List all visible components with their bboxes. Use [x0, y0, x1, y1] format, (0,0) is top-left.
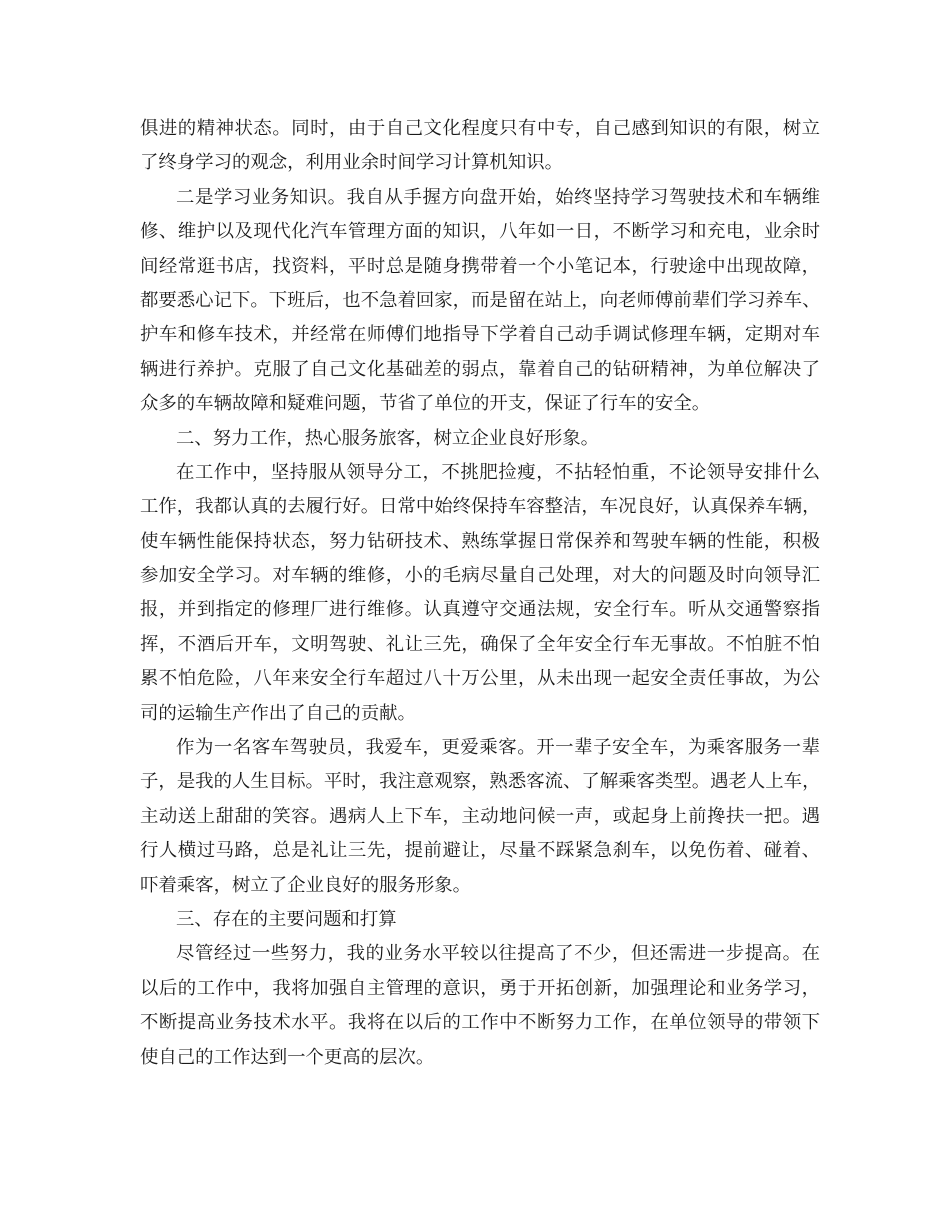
text-line: 工作，我都认真的去履行好。日常中始终保持车容整洁，车况良好，认真保养车辆， — [140, 496, 821, 518]
text-line: 不断提高业务技术水平。我将在以后的工作中不断努力工作，在单位领导的带领下 — [140, 1012, 820, 1034]
text-line: 以后的工作中，我将加强自主管理的意识，勇于开拓创新，加强理论和业务学习， — [140, 977, 820, 999]
text-line: 累不怕危险，八年来安全行车超过八十万公里，从未出现一起安全责任事故，为公 — [140, 668, 820, 690]
text-line: 间经常逛书店，找资料，平时总是随身携带着一个小笔记本，行驶途中出现故障， — [140, 255, 820, 277]
text-line: 护车和修车技术，并经常在师傅们地指导下学着自己动手调试修理车辆，定期对车 — [140, 324, 820, 346]
text-line: 三、存在的主要问题和打算 — [176, 908, 397, 930]
document-body — [140, 112, 820, 1075]
text-line: 辆进行养护。克服了自己文化基础差的弱点，靠着自己的钻研精神，为单位解决了 — [140, 358, 820, 380]
text-line: 行人横过马路，总是礼让三先，提前避让，尽量不踩紧急刹车，以免伤着、碰着、 — [140, 840, 820, 862]
text-line: 在工作中，坚持服从领导分工，不挑肥捡瘦，不拈轻怕重，不论领导安排什么 — [176, 461, 820, 483]
text-line: 俱进的精神状态。同时，由于自己文化程度只有中专，自己感到知识的有限，树立 — [140, 118, 820, 139]
text-line: 子，是我的人生目标。平时，我注意观察，熟悉客流、了解乘客类型。遇老人上车， — [140, 771, 821, 793]
text-line: 司的运输生产作出了自己的贡献。 — [140, 702, 416, 724]
text-line: 修、维护以及现代化汽车管理方面的知识，八年如一日，不断学习和充电，业余时 — [140, 221, 820, 243]
text-line: 使车辆性能保持状态，努力钻研技术、熟练掌握日常保养和驾驶车辆的性能，积极 — [140, 530, 820, 552]
text-line: 了终身学习的观念，利用业余时间学习计算机知识。 — [140, 152, 563, 174]
text-line: 众多的车辆故障和疑难问题，节省了单位的开支，保证了行车的安全。 — [140, 393, 711, 415]
text-line: 尽管经过一些努力，我的业务水平较以往提高了不少，但还需进一步提高。在 — [176, 943, 820, 965]
text-line: 使自己的工作达到一个更高的层次。 — [140, 1046, 435, 1068]
text-line: 吓着乘客，树立了企业良好的服务形象。 — [140, 874, 472, 896]
text-line: 作为一名客车驾驶员，我爱车，更爱乘客。开一辈子安全车，为乘客服务一辈 — [176, 737, 820, 759]
text-line: 都要悉心记下。下班后，也不急着回家，而是留在站上，向老师傅前辈们学习养车、 — [140, 289, 821, 311]
text-line: 参加安全学习。对车辆的维修，小的毛病尽量自己处理，对大的问题及时向领导汇 — [140, 565, 820, 587]
text-line: 二、努力工作，热心服务旅客，树立企业良好形象。 — [176, 427, 599, 449]
text-line: 二是学习业务知识。我自从手握方向盘开始，始终坚持学习驾驶技术和车辆维 — [176, 186, 820, 208]
text-line: 报，并到指定的修理厂进行维修。认真遵守交通法规，安全行车。听从交通警察指 — [140, 599, 820, 621]
text-line: 挥，不酒后开车，文明驾驶、礼让三先，确保了全年安全行车无事故。不怕脏不怕 — [140, 633, 820, 655]
text-line: 主动送上甜甜的笑容。遇病人上下车，主动地问候一声，或起身上前搀扶一把。遇 — [140, 805, 820, 827]
